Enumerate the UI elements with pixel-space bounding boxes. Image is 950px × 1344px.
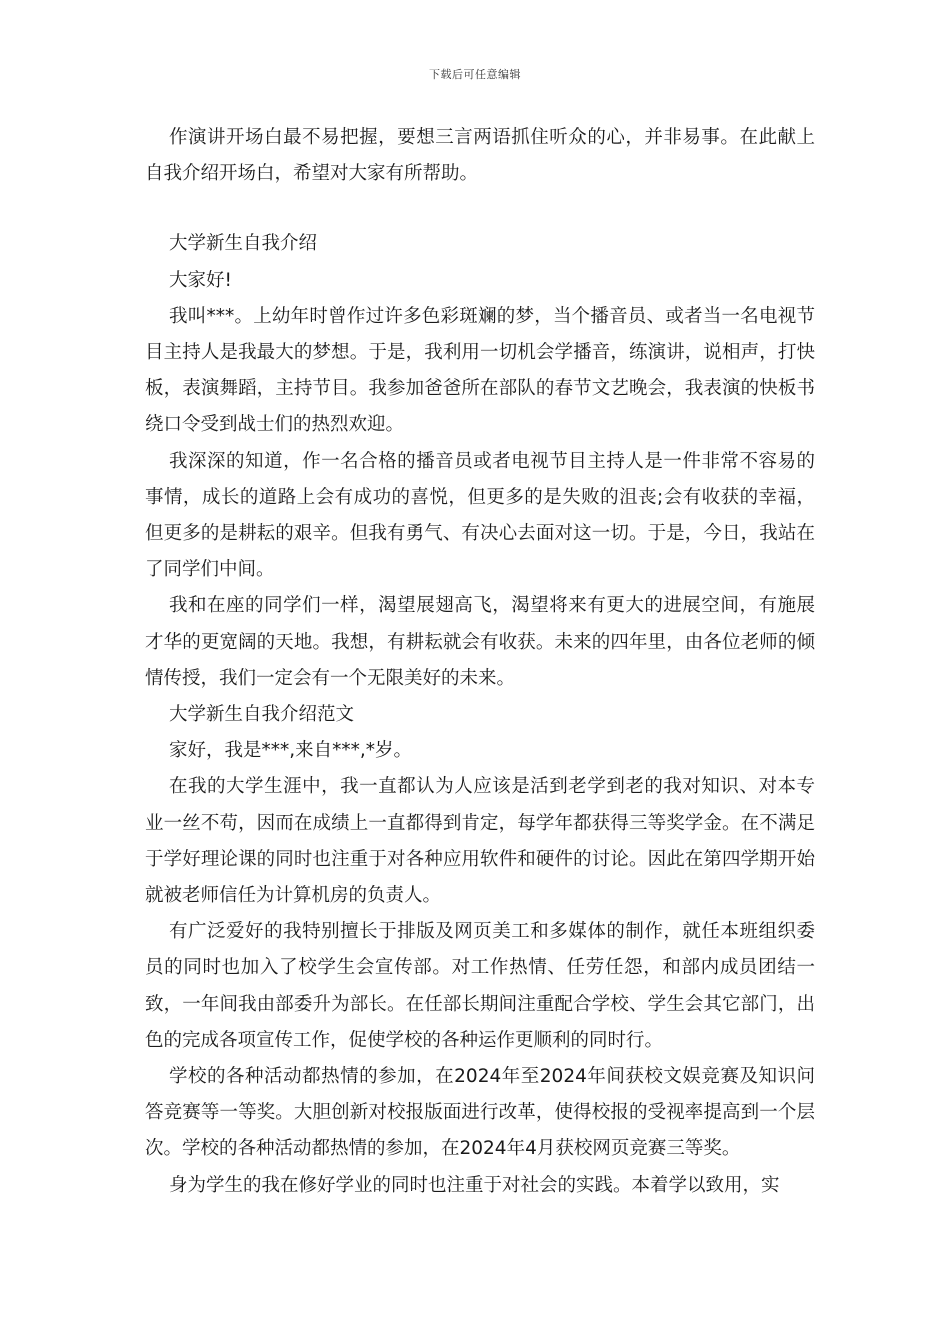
page-header: 下载后可任意编辑 bbox=[429, 68, 521, 81]
greeting-paragraph: 家好，我是***,来自***,*岁。 bbox=[169, 740, 413, 762]
body-paragraph: 身为学生的我在修好学业的同时也注重于对社会的实践。本着学以致用，实 bbox=[169, 1174, 780, 1196]
section-spacer bbox=[145, 192, 815, 226]
greeting-paragraph: 大家好! bbox=[169, 269, 232, 291]
body-paragraph: 学校的各种活动都热情的参加，在2024年至2024年间获校文娱竞赛及知识问答竞赛等一等奖。大胆创新对校报版面进行改革，使得校报的受视率提高到一个层次。学校的各种活动都热情的参加，在2024年4月获校网页竞赛三等奖。 bbox=[145, 1066, 815, 1160]
body-paragraph: 我叫***。上幼年时曾作过许多色彩斑斓的梦，当个播音员、或者当一名电视节目主持人是我最大的梦想。于是，我利用一切机会学播音，练演讲，说相声，打快板，表演舞蹈，主持节目。我参加爸爸所在部队的春节文艺晚会，我表演的快板书绕口令受到战士们的热烈欢迎。 bbox=[145, 305, 815, 436]
body-paragraph: 有广泛爱好的我特别擅长于排版及网页美工和多媒体的制作，就任本班组织委员的同时也加入了校学生会宣传部。对工作热情、任劳任怨，和部内成员团结一致，一年间我由部委升为部长。在任部长期间注重配合学校、学生会其它部门，出色的完成各项宣传工作，促使学校的各种运作更顺利的同时行。 bbox=[145, 921, 815, 1051]
body-paragraph: 我深深的知道，作一名合格的播音员或者电视节目主持人是一件非常不容易的事情，成长的道路上会有成功的喜悦，但更多的是失败的沮丧;会有收获的幸福，但更多的是耕耘的艰辛。但我有勇气、有决心去面对这一切。于是，今日，我站在了同学们中间。 bbox=[145, 450, 815, 581]
section-heading: 大学新生自我介绍 bbox=[169, 233, 318, 255]
document-body bbox=[145, 120, 815, 1204]
body-paragraph: 我和在座的同学们一样，渴望展翅高飞，渴望将来有更大的进展空间，有施展才华的更宽阔的天地。我想，有耕耘就会有收获。未来的四年里，由各位老师的倾情传授，我们一定会有一个无限美好的未来。 bbox=[145, 595, 815, 689]
section-heading: 大学新生自我介绍范文 bbox=[169, 704, 355, 726]
intro-paragraph: 作演讲开场白最不易把握，要想三言两语抓住听众的心，并非易事。在此献上自我介绍开场白，希望对大家有所帮助。 bbox=[145, 127, 815, 185]
body-paragraph: 在我的大学生涯中，我一直都认为人应该是活到老学到老的我对知识、对本专业一丝不苟，因而在成绩上一直都得到肯定，每学年都获得三等奖学金。在不满足于学好理论课的同时也注重于对各种应用软件和硬件的讨论。因此在第四学期开始就被老师信任为计算机房的负责人。 bbox=[145, 776, 815, 907]
